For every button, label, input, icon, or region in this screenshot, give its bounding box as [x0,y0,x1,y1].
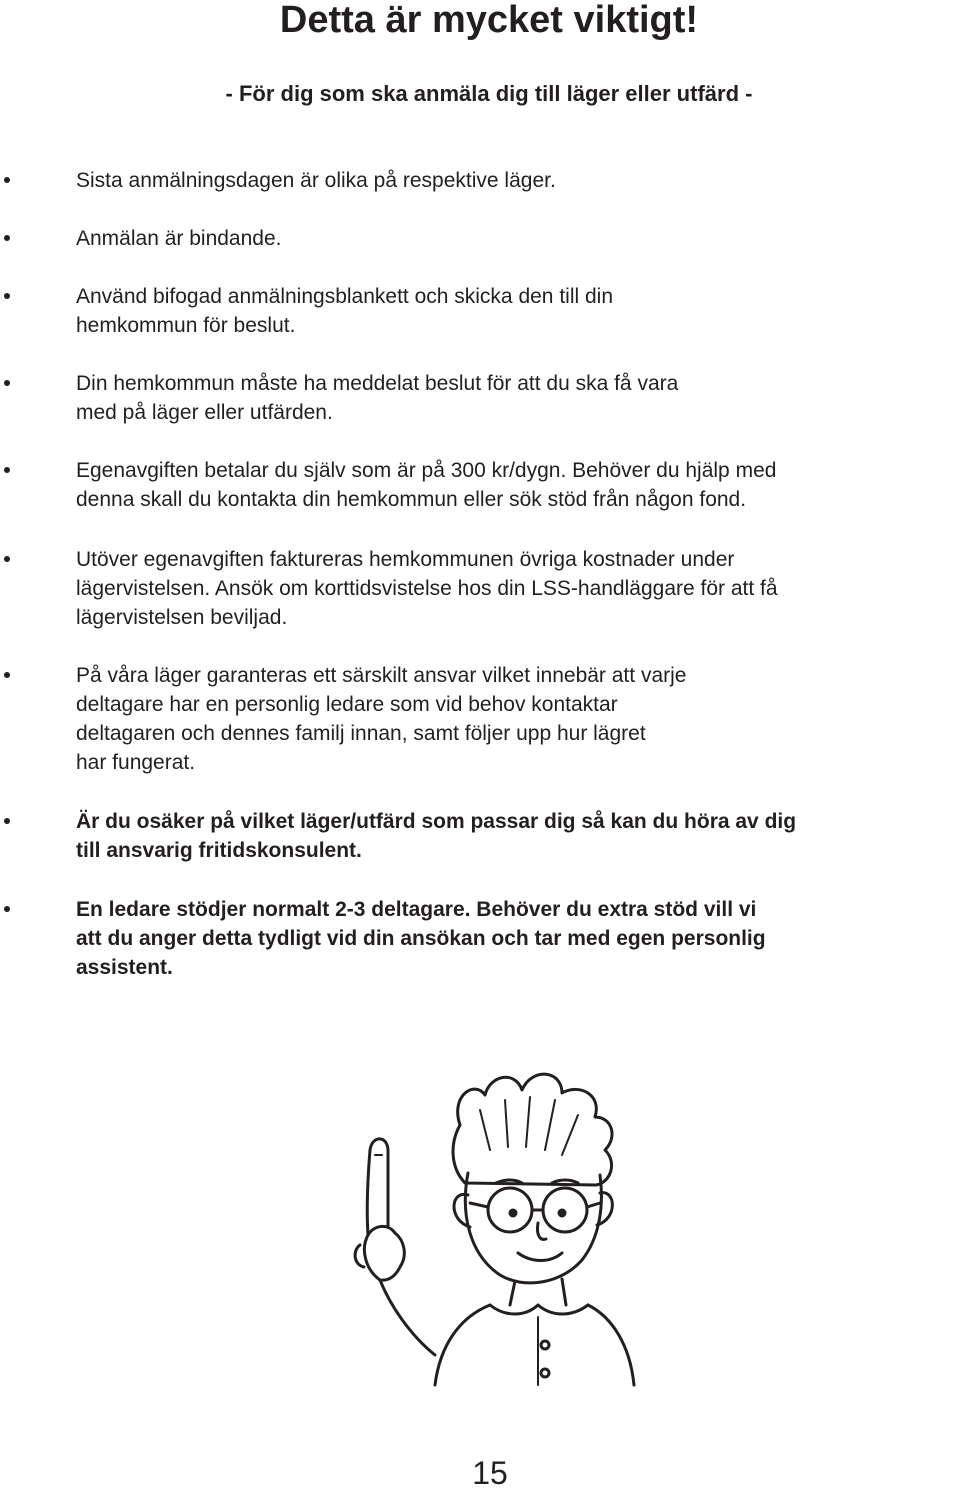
bullet-text: På våra läger garanteras ett särskilt ansvar vilket innebär att varje deltagare har en personlig ledare som vid behov kontaktar deltagaren och dennes familj innan, samt följer upp hur lägret har fungerat. [76,664,687,774]
bullet-text: Anmälan är bindande. [76,227,282,250]
bullet-icon [4,380,10,386]
bullet-icon [4,177,10,183]
page-subtitle: - För dig som ska anmäla dig till läger eller utfärd - [225,81,753,106]
bullet-icon [4,235,10,241]
page-title: Detta är mycket viktigt! [279,0,699,41]
bullet-text: Utöver egenavgiften faktureras hemkommunen övriga kostnader under lägervistelsen. Ansök om korttidsvistelse hos din LSS-handläggare för att få lägervistelsen beviljad. [76,548,778,629]
bullet-text: En ledare stödjer normalt 2-3 deltagare. Behöver du extra stöd vill vi att du anger detta tydligt vid din ansökan och tar med egen personlig assistent. [76,898,766,979]
bullet-icon [4,556,10,562]
bullet-icon [4,293,10,299]
bullet-icon [4,818,10,824]
bullet-icon [4,672,10,678]
bullet-icon [4,906,10,912]
page-number: 15 [472,1455,508,1491]
bullet-text: Egenavgiften betalar du själv som är på 300 kr/dygn. Behöver du hjälp med denna skall du kontakta din hemkommun eller sök stöd från någon fond. [76,459,777,511]
bullet-text: Är du osäker på vilket läger/utfärd som passar dig så kan du höra av dig till ansvarig fritidskonsulent. [76,810,797,862]
boy-with-glasses-illustration [300,1055,660,1395]
bullet-text: Använd bifogad anmälningsblankett och skicka den till din hemkommun för beslut. [76,285,614,337]
bullet-text: Din hemkommun måste ha meddelat beslut för att du ska få vara med på läger eller utfärden. [76,372,679,424]
bullet-text: Sista anmälningsdagen är olika på respektive läger. [76,169,556,192]
bullet-icon [4,467,10,473]
